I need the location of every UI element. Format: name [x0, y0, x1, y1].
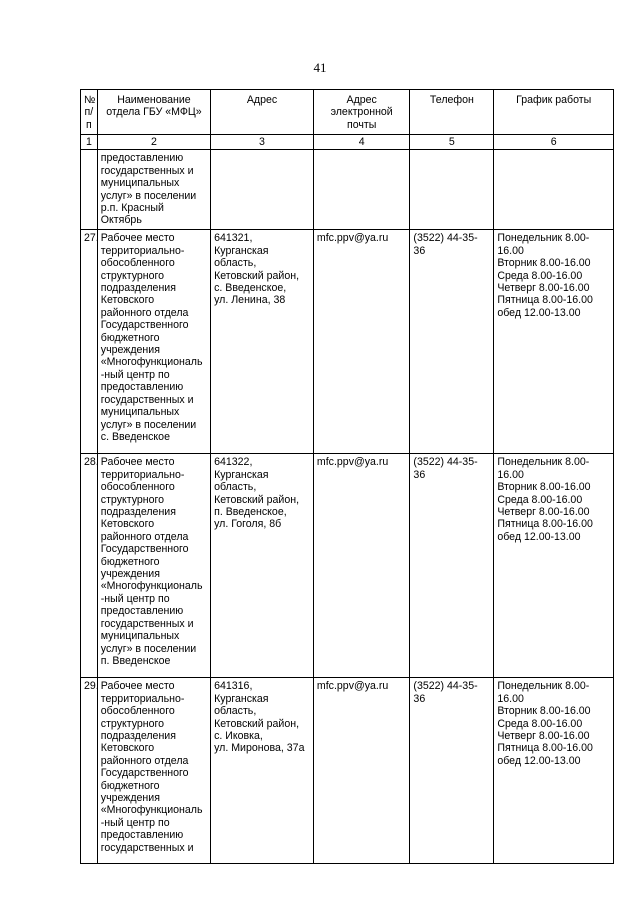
- column-number: 2: [97, 135, 210, 150]
- number-cell: 29.: [81, 678, 98, 864]
- department-name-cell: Рабочее место территориально- обособленного структурного подразделения Кетовского районного отдела Государственного бюджетного учреждения «Многофункциональ -ный центр по предоставлению государственных и муниципальных услуг» в поселении п. Введенское: [97, 454, 210, 678]
- table-row-continuation: [81, 150, 614, 230]
- header-email: Адрес электронной почты: [313, 90, 410, 135]
- department-name-cell: Рабочее место территориально- обособленного структурного подразделения Кетовского районного отдела Государственного бюджетного учреждения «Многофункциональ -ный центр по предоставлению государственных и: [97, 678, 210, 864]
- number-cell: 27.: [81, 230, 98, 454]
- phone-cell: (3522) 44-35- 36: [410, 230, 494, 454]
- phone-cell: (3522) 44-35- 36: [410, 454, 494, 678]
- schedule-lunch: обед 12.00-13.00: [497, 754, 581, 767]
- schedule-monday: Понедельник 8.00- 16.00: [497, 680, 590, 705]
- column-number: 4: [313, 135, 410, 150]
- department-name-cell: Рабочее место территориально- обособленного структурного подразделения Кетовского районного отдела Государственного бюджетного учреждения «Многофункциональ -ный центр по предоставлению государственных и муниципальных услуг» в поселении с. Введенское: [97, 230, 210, 454]
- schedule-thursday: Четверг 8.00-16.00: [497, 506, 590, 519]
- mfc-offices-table: [80, 89, 614, 864]
- column-number: 5: [410, 135, 494, 150]
- phone-cell: (3522) 44-35- 36: [410, 678, 494, 864]
- column-number: 6: [494, 135, 614, 150]
- column-number-row: [81, 135, 614, 150]
- department-name-cell: предоставлению государственных и муниципальных услуг» в поселении р.п. Красный Октябрь: [97, 150, 210, 230]
- address-cell: 641316, Курганская область, Кетовский район, с. Иковка, ул. Миронова, 37а: [211, 678, 314, 864]
- schedule-lunch: обед 12.00-13.00: [497, 306, 581, 319]
- header-phone: Телефон: [410, 90, 494, 135]
- schedule-wednesday: Среда 8.00-16.00: [497, 717, 583, 730]
- schedule-tuesday: Вторник 8.00-16.00: [497, 705, 591, 718]
- schedule-monday: Понедельник 8.00- 16.00: [497, 232, 590, 257]
- header-schedule: График работы: [494, 90, 614, 135]
- table-row: [81, 454, 614, 678]
- phone-cell: [410, 150, 494, 230]
- schedule-thursday: Четверг 8.00-16.00: [497, 282, 590, 295]
- schedule-wednesday: Среда 8.00-16.00: [497, 269, 583, 282]
- schedule-lunch: обед 12.00-13.00: [497, 530, 581, 543]
- email-cell: mfc.ppv@ya.ru: [313, 230, 410, 454]
- table-row: [81, 678, 614, 864]
- column-number: 1: [81, 135, 98, 150]
- address-cell: 641322, Курганская область, Кетовский район, п. Введенское, ул. Гоголя, 8б: [211, 454, 314, 678]
- schedule-wednesday: Среда 8.00-16.00: [497, 493, 583, 506]
- schedule-friday: Пятница 8.00-16.00: [497, 742, 593, 755]
- email-cell: mfc.ppv@ya.ru: [313, 454, 410, 678]
- header-number: № п/п: [81, 90, 98, 135]
- table-header-row: [81, 90, 614, 135]
- schedule-tuesday: Вторник 8.00-16.00: [497, 481, 591, 494]
- number-cell: 28.: [81, 454, 98, 678]
- address-cell: [211, 150, 314, 230]
- schedule-monday: Понедельник 8.00- 16.00: [497, 456, 590, 481]
- schedule-cell: [494, 454, 614, 678]
- email-cell: mfc.ppv@ya.ru: [313, 678, 410, 864]
- schedule-cell: [494, 230, 614, 454]
- schedule-tuesday: Вторник 8.00-16.00: [497, 257, 591, 270]
- table-row: [81, 230, 614, 454]
- header-department-name: Наименование отдела ГБУ «МФЦ»: [97, 90, 210, 135]
- schedule-friday: Пятница 8.00-16.00: [497, 294, 593, 307]
- number-cell: [81, 150, 98, 230]
- address-cell: 641321, Курганская область, Кетовский район, с. Введенское, ул. Ленина, 38: [211, 230, 314, 454]
- schedule-friday: Пятница 8.00-16.00: [497, 518, 593, 531]
- schedule-cell: [494, 150, 614, 230]
- schedule-thursday: Четверг 8.00-16.00: [497, 730, 590, 743]
- schedule-cell: [494, 678, 614, 864]
- email-cell: [313, 150, 410, 230]
- page-number: 41: [313, 60, 327, 75]
- column-number: 3: [211, 135, 314, 150]
- header-address: Адрес: [211, 90, 314, 135]
